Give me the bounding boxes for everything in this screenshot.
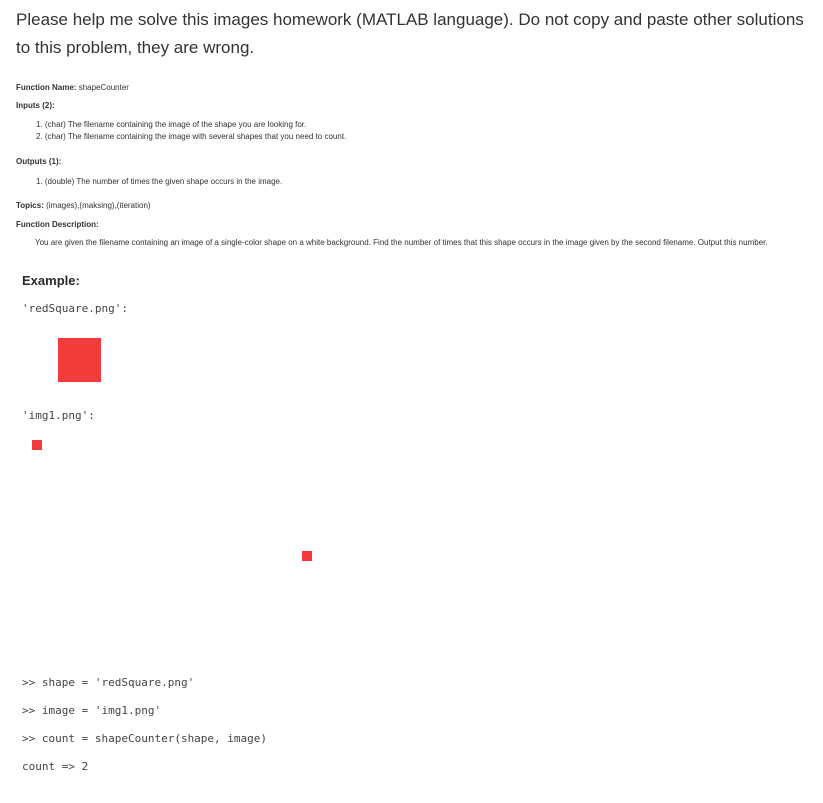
code-line-shape: >> shape = 'redSquare.png' (22, 676, 195, 689)
input-item-2: 2. (char) The filename containing the image with several shapes that you need to count. (36, 132, 347, 141)
function-name-label: Function Name: (16, 83, 77, 92)
topics-label: Topics: (16, 201, 44, 210)
function-name-value: shapeCounter (78, 83, 129, 92)
inputs-label: Inputs (2): (16, 101, 55, 110)
output-item-1: 1. (double) The number of times the given shape occurs in the image. (36, 177, 283, 186)
outputs-label: Outputs (1): (16, 157, 62, 166)
image-filename: 'img1.png': (22, 409, 95, 422)
code-line-count: >> count = shapeCounter(shape, image) (22, 732, 268, 745)
input-item-1: 1. (char) The filename containing the image of the shape you are looking for. (36, 120, 307, 129)
shape-filename: 'redSquare.png': (22, 302, 128, 315)
code-line-result: count => 2 (22, 760, 89, 773)
img1-red-square-1 (32, 440, 42, 450)
description-label: Function Description: (16, 220, 99, 229)
example-title: Example: (22, 273, 80, 288)
img1-red-square-2 (302, 551, 312, 561)
topics-line (16, 201, 151, 210)
red-square-shape (58, 338, 101, 382)
topics-value: (images),(maksing),(iteration) (46, 201, 151, 210)
function-name-line (16, 83, 129, 92)
description-text: You are given the filename containing an image of a single-color shape on a white background. Find the number of times that this shape occurs in the image given by the second filename. Output this number. (35, 238, 768, 247)
question-text: Please help me solve this images homework (MATLAB language). Do not copy and paste other solutions to this problem, they are wrong. (16, 10, 804, 57)
code-line-image: >> image = 'img1.png' (22, 704, 162, 717)
